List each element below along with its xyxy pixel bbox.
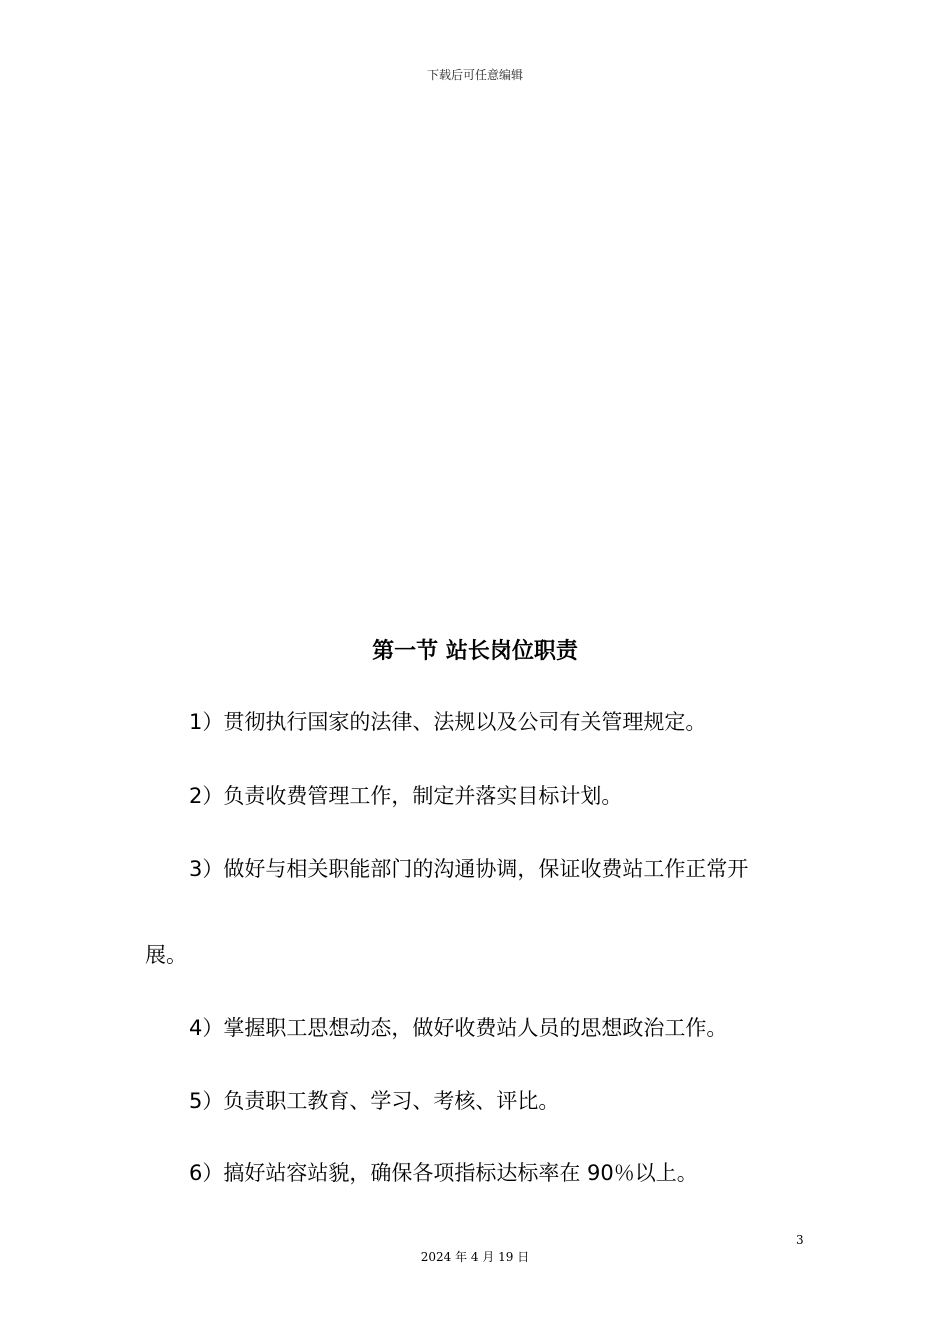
duty-text: 2）负责收费管理工作，制定并落实目标计划。 bbox=[189, 784, 623, 808]
duty-text: 4）掌握职工思想动态，做好收费站人员的思想政治工作。 bbox=[189, 1016, 728, 1040]
duty-text: 6）搞好站容站貌，确保各项指标达标率在 90％以上。 bbox=[189, 1161, 698, 1185]
duty-item-6 bbox=[145, 1157, 810, 1189]
duty-item-2 bbox=[145, 780, 810, 812]
duty-text: 1）贯彻执行国家的法律、法规以及公司有关管理规定。 bbox=[189, 710, 707, 734]
page-number: 3 bbox=[796, 1233, 804, 1247]
header-note: 下载后可任意编辑 bbox=[426, 68, 523, 82]
duty-text: 5）负责职工教育、学习、考核、评比。 bbox=[189, 1089, 560, 1113]
duty-item-5 bbox=[145, 1085, 810, 1117]
duty-item-1 bbox=[145, 706, 810, 738]
duty-text-line-2: 展。 bbox=[145, 943, 187, 967]
duty-text: 3）做好与相关职能部门的沟通协调，保证收费站工作正常开 bbox=[189, 857, 749, 881]
duty-text-line-1 bbox=[145, 853, 748, 883]
section-title: 第一节 站长岗位职责 bbox=[372, 639, 578, 664]
duty-item-4 bbox=[145, 1012, 810, 1044]
footer-date: 2024 年 4 月 19 日 bbox=[420, 1250, 530, 1264]
